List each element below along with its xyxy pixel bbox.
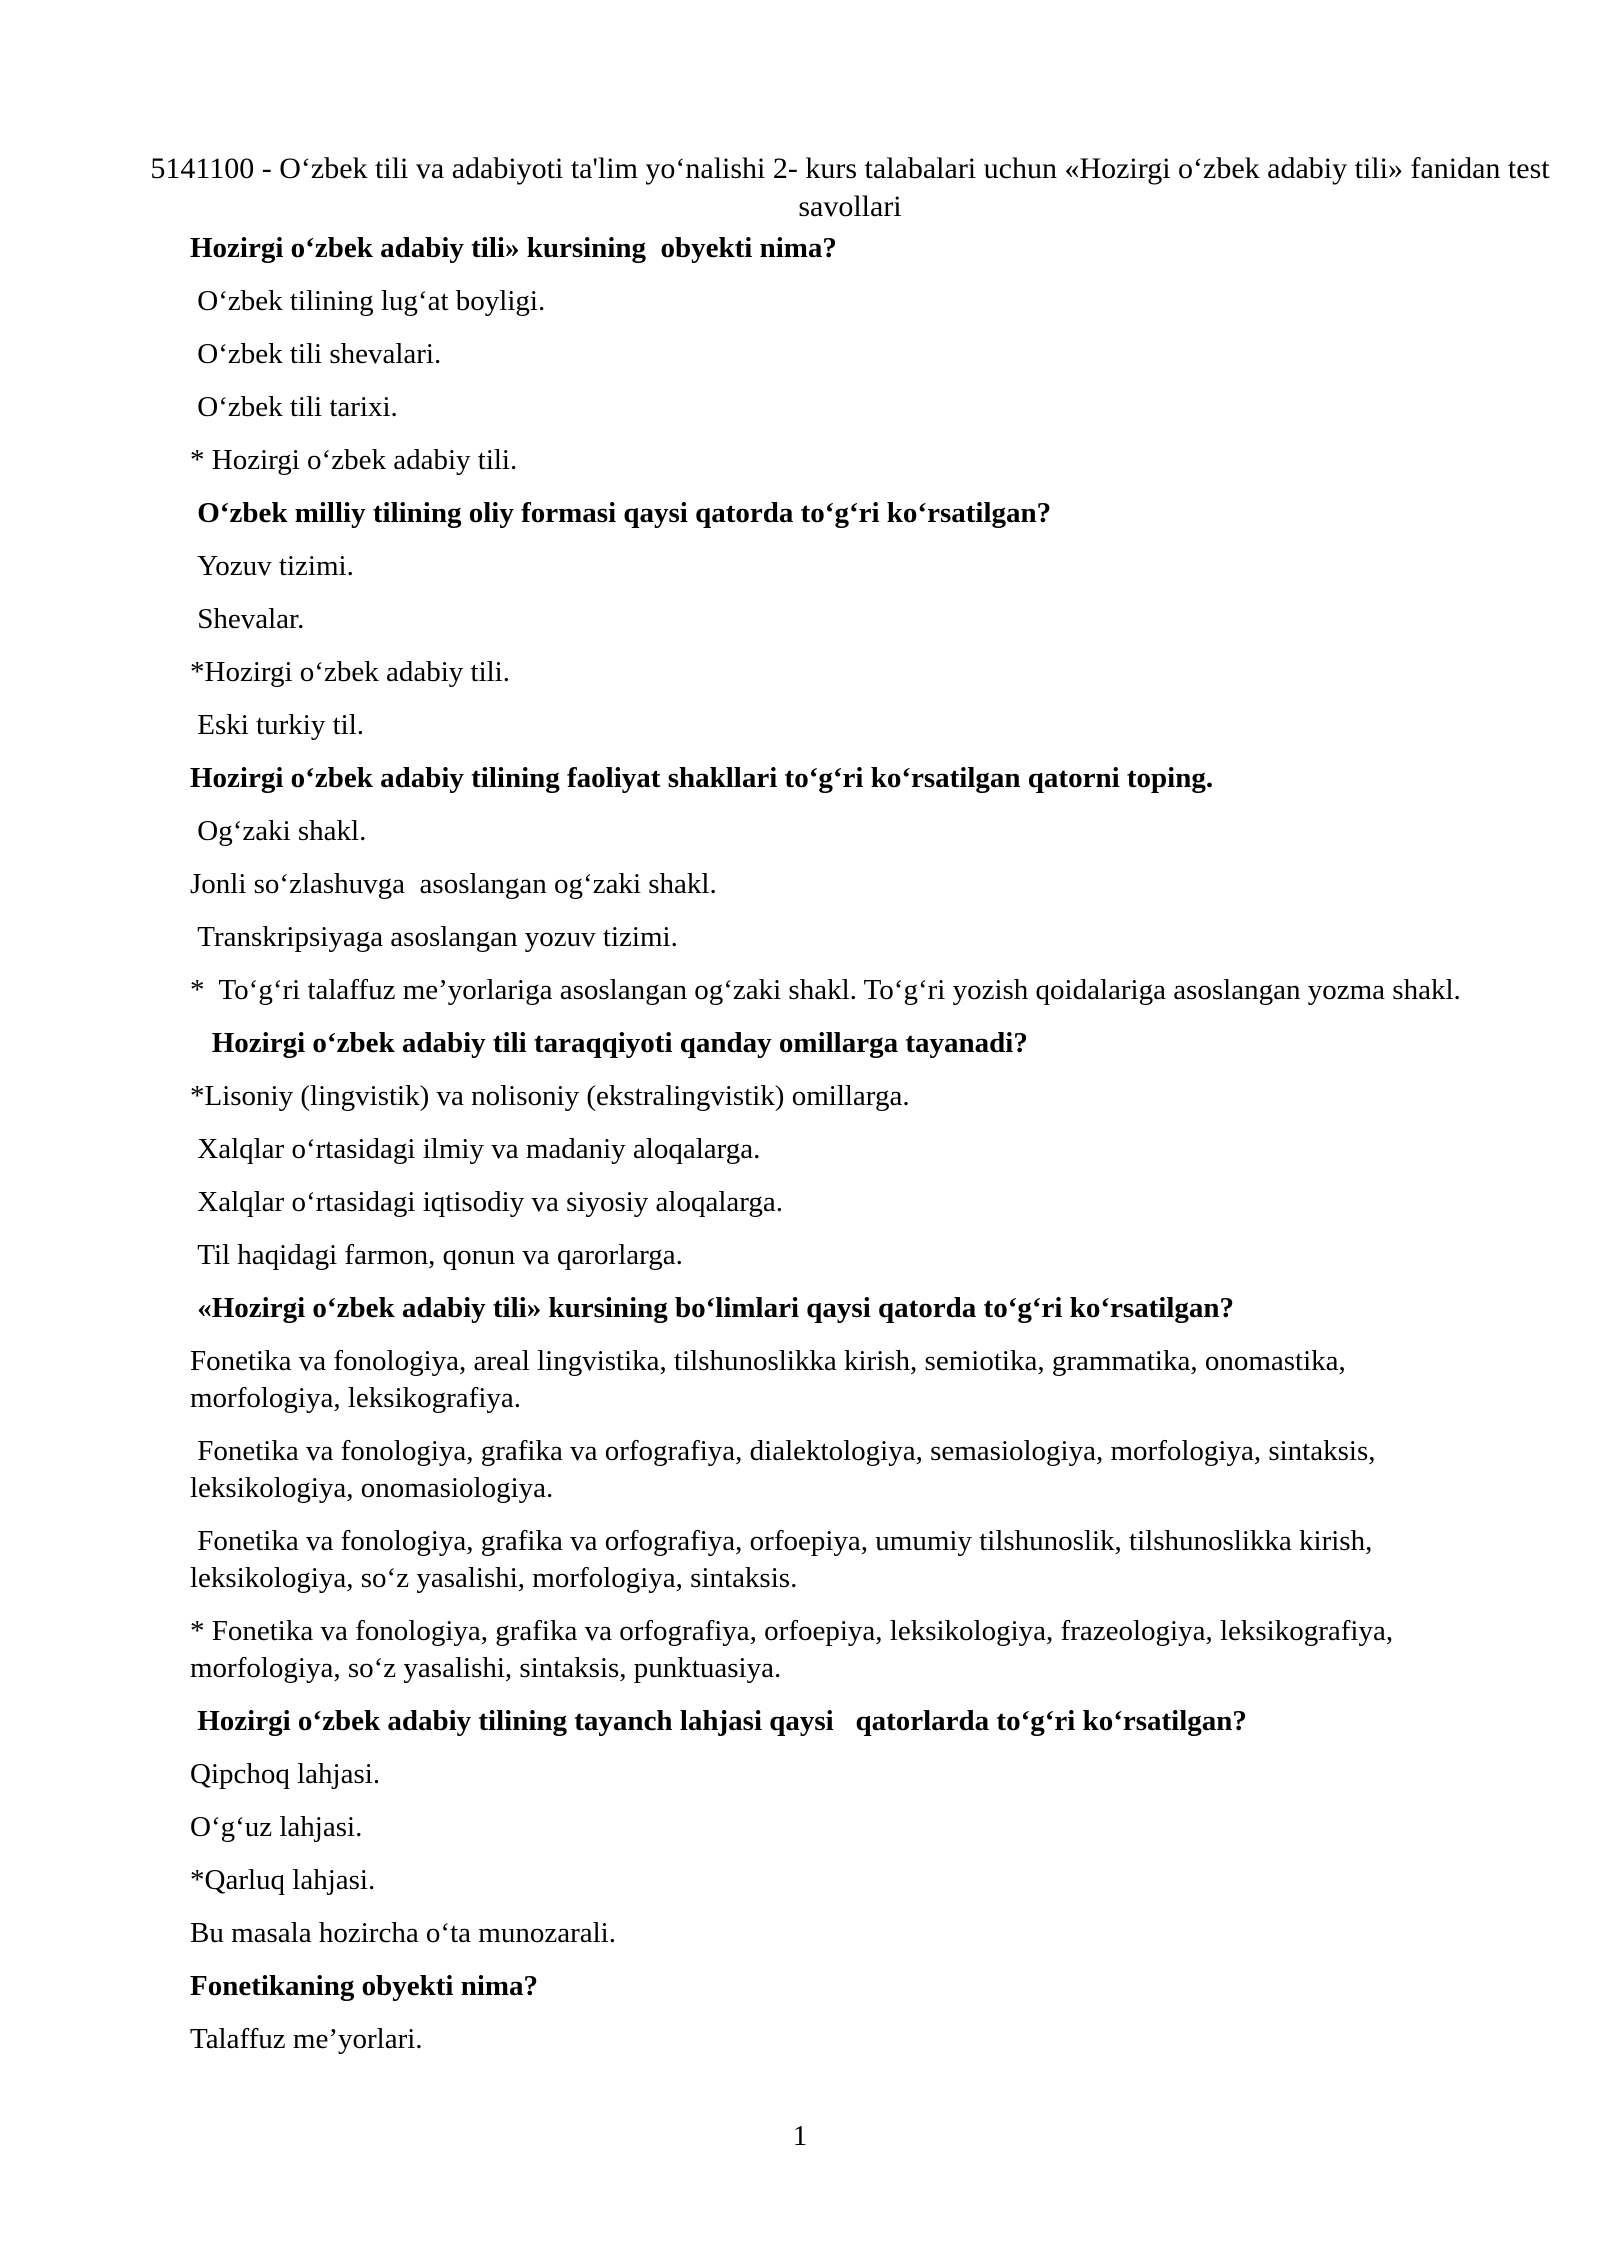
answer-option: Qipchoq lahjasi.: [190, 1758, 381, 1790]
answer-option: * Hozirgi o‘zbek adabiy tili.: [190, 444, 518, 476]
answer-option: O‘zbek tili tarixi.: [190, 391, 398, 423]
answer-option: Fonetika va fonologiya, grafika va orfografiya, orfoepiya, umumiy tilshunoslik, tilshunoslikka kirish, leksikologiya, so‘z yasalishi, morfologiya, sintaksis.: [190, 1525, 1380, 1594]
question-text: Hozirgi o‘zbek adabiy tilining faoliyat shakllari to‘g‘ri ko‘rsatilgan qatorni toping.: [190, 762, 1214, 794]
answer-option: Xalqlar o‘rtasidagi ilmiy va madaniy aloqalarga.: [190, 1133, 761, 1165]
document-title: 5141100 - O‘zbek tili va adabiyoti ta'lim yo‘nalishi 2- kurs talabalari uchun «Hozirgi o‘zbek adabiy tili» fanidan test savollari: [150, 152, 1550, 223]
page-number: 1: [792, 2120, 808, 2152]
answer-option: * Fonetika va fonologiya, grafika va orfografiya, orfoepiya, leksikologiya, frazeologiya, leksikografiya, morfologiya, so‘z yasalishi, sintaksis, punktuasiya.: [190, 1615, 1401, 1684]
answer-option: O‘g‘uz lahjasi.: [190, 1811, 363, 1843]
answer-option: Xalqlar o‘rtasidagi iqtisodiy va siyosiy aloqalarga.: [190, 1186, 784, 1218]
answer-option: Talaffuz me’yorlari.: [190, 2023, 423, 2055]
question-text: «Hozirgi o‘zbek adabiy tili» kursining bo‘limlari qaysi qatorda to‘g‘ri ko‘rsatilgan?: [190, 1292, 1235, 1324]
question-text: Hozirgi o‘zbek adabiy tilining tayanch lahjasi qaysi qatorlarda to‘g‘ri ko‘rsatilgan?: [190, 1705, 1247, 1737]
answer-option: *Hozirgi o‘zbek adabiy tili.: [190, 656, 510, 688]
question-text: Fonetikaning obyekti nima?: [190, 1970, 539, 2002]
question-text: O‘zbek milliy tilining oliy formasi qaysi qatorda to‘g‘ri ko‘rsatilgan?: [190, 497, 1052, 529]
answer-option: *Qarluq lahjasi.: [190, 1864, 376, 1896]
answer-option: Jonli so‘zlashuvga asoslangan og‘zaki shakl.: [190, 868, 717, 900]
question-text: Hozirgi o‘zbek adabiy tili taraqqiyoti qanday omillarga tayanadi?: [190, 1027, 1028, 1059]
question-list: [190, 230, 1490, 2074]
answer-option: *Lisoniy (lingvistik) va nolisoniy (ekstralingvistik) omillarga.: [190, 1080, 910, 1112]
question-text: Hozirgi o‘zbek adabiy tili» kursining obyekti nima?: [190, 232, 837, 264]
answer-option: * To‘g‘ri talaffuz me’yorlariga asoslangan og‘zaki shakl. To‘g‘ri yozish qoidalariga asoslangan yozma shakl.: [190, 974, 1461, 1006]
answer-option: O‘zbek tili shevalari.: [190, 338, 442, 370]
answer-option: Yozuv tizimi.: [190, 550, 354, 582]
answer-option: Fonetika va fonologiya, grafika va orfografiya, dialektologiya, semasiologiya, morfologiya, sintaksis, leksikologiya, onomasiologiya.: [190, 1435, 1383, 1504]
answer-option: O‘zbek tilining lug‘at boyligi.: [190, 285, 546, 317]
answer-option: Til haqidagi farmon, qonun va qarorlarga.: [190, 1239, 683, 1271]
answer-option: Transkripsiyaga asoslangan yozuv tizimi.: [190, 921, 678, 953]
answer-option: Fonetika va fonologiya, areal lingvistika, tilshunoslikka kirish, semiotika, grammatika, onomastika, morfologiya, leksikografiya.: [190, 1345, 1354, 1414]
answer-option: Shevalar.: [190, 603, 305, 635]
answer-option: Bu masala hozircha o‘ta munozarali.: [190, 1917, 616, 1949]
answer-option: Eski turkiy til.: [190, 709, 364, 741]
answer-option: Og‘zaki shakl.: [190, 815, 367, 847]
